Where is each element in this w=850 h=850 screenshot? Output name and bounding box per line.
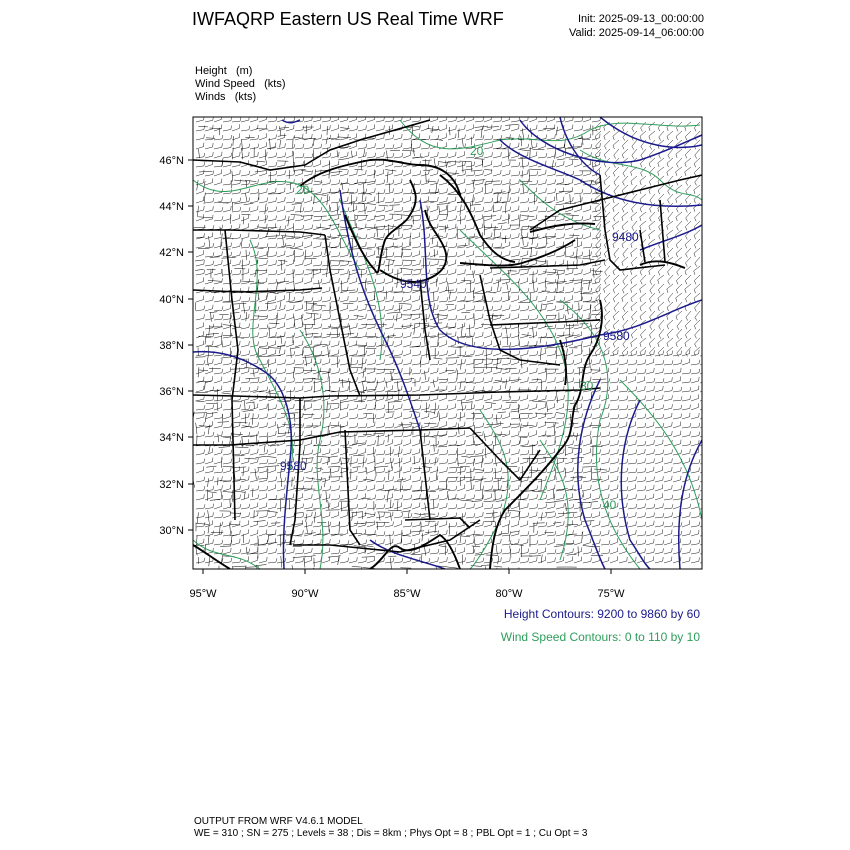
lat-label: 38°N (159, 340, 184, 352)
height-contour-label: 9540 (400, 277, 427, 291)
lon-label: 85°W (393, 588, 421, 600)
height-contour-label: 9480 (612, 230, 639, 244)
init-time: Init: 2025-09-13_00:00:00 (578, 13, 704, 25)
height-contour-label: 9580 (603, 329, 630, 343)
lat-label: 34°N (159, 432, 184, 444)
lat-label: 46°N (159, 155, 184, 167)
lon-label: 90°W (291, 588, 319, 600)
lon-ticks (203, 569, 611, 574)
field-name: Wind Speed (195, 78, 255, 90)
field-name: Winds (195, 91, 226, 103)
field-unit: (kts) (234, 91, 257, 103)
wind-contour-label: 20 (296, 183, 310, 197)
lon-label: 95°W (189, 588, 217, 600)
lat-label: 40°N (159, 294, 184, 306)
wind-contour-label: 40 (603, 498, 617, 512)
lat-label: 30°N (159, 525, 184, 537)
wind-contour-label: 20 (470, 144, 484, 158)
lat-label: 44°N (159, 201, 184, 213)
model-config: WE = 310 ; SN = 275 ; Levels = 38 ; Dis = 8km ; Phys Opt = 8 ; PBL Opt = 1 ; Cu Opt = 3 (194, 828, 588, 839)
field-name: Height (195, 65, 227, 77)
height-contour-legend: Height Contours: 9200 to 9860 by 60 (503, 607, 700, 621)
lat-ticks (188, 160, 193, 530)
plot-title: IWFAQRP Eastern US Real Time WRF (192, 9, 504, 29)
wind-contour-label: 30 (580, 379, 594, 393)
height-contour-label: 9580 (280, 459, 307, 473)
lat-label: 32°N (159, 479, 184, 491)
lon-label: 80°W (495, 588, 523, 600)
lon-label: 75°W (597, 588, 625, 600)
wind-contour-legend: Wind Speed Contours: 0 to 110 by 10 (500, 630, 700, 644)
lat-label: 36°N (159, 386, 184, 398)
field-unit: (kts) (264, 78, 286, 90)
valid-time: Valid: 2025-09-14_06:00:00 (569, 27, 704, 39)
model-info: OUTPUT FROM WRF V4.6.1 MODEL (194, 816, 363, 827)
lat-label: 42°N (159, 247, 184, 259)
field-unit: (m) (235, 65, 253, 77)
